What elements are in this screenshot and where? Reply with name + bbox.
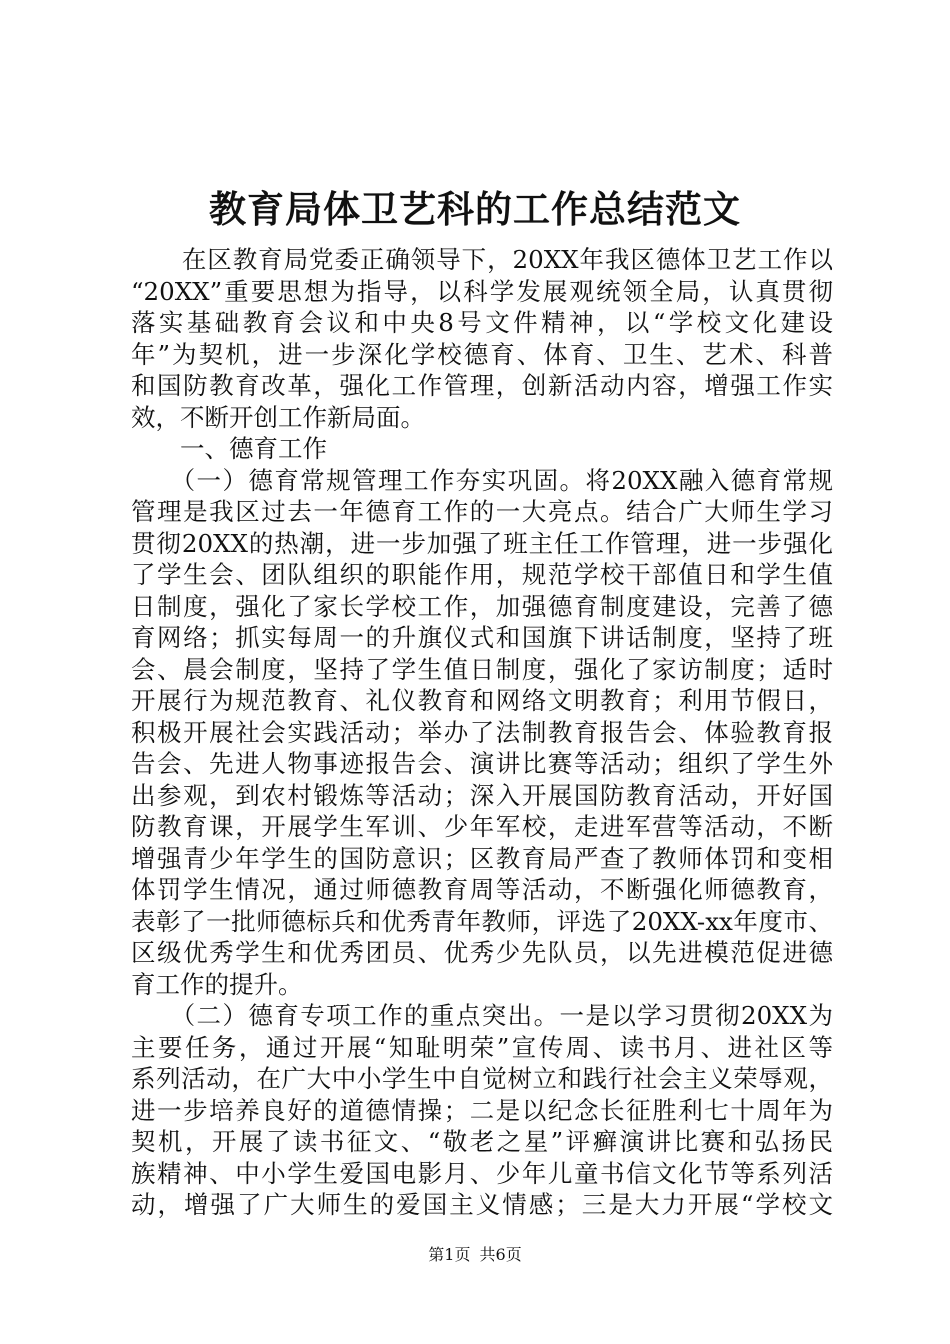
body-line: 表彰了一批师德标兵和优秀青年教师，评选了20XX-xx年度市、: [131, 906, 833, 936]
page-footer: [0, 1244, 950, 1266]
body-line: 年”为契机，进一步深化学校德育、体育、卫生、艺术、科普: [131, 339, 833, 369]
body-line: 会、晨会制度，坚持了学生值日制度，强化了家访制度；适时: [131, 654, 833, 684]
body-line: 主要任务，通过开展“知耻明荣”宣传周、读书月、进社区等: [131, 1032, 833, 1062]
body-line: 出参观，到农村锻炼等活动；深入开展国防教育活动，开好国: [131, 780, 833, 810]
body-line: 和国防教育改革，强化工作管理，创新活动内容，增强工作实: [131, 371, 833, 400]
page-number: 第1页: [428, 1245, 471, 1264]
body-line: 族精神、中小学生爱国电影月、少年儿童书信文化节等系列活: [131, 1158, 833, 1188]
body-line: 落实基础教育会议和中央8号文件精神，以“学校文化建设: [131, 308, 833, 337]
body-line: 育工作的提升。: [131, 969, 303, 999]
body-line: 区级优秀学生和优秀团员、优秀少先队员，以先进模范促进德: [131, 938, 833, 967]
body-line: 契机，开展了读书征文、“敬老之星”评癣演讲比赛和弘扬民: [131, 1127, 833, 1156]
body-line: （二）德育专项工作的重点突出。一是以学习贯彻20XX为: [131, 1001, 833, 1030]
body-line: “20XX”重要思想为指导，以科学发展观统领全局，认真贯彻: [131, 276, 833, 306]
body-line: 一、德育工作: [131, 434, 327, 463]
body-line: 积极开展社会实践活动；举办了法制教育报告会、体验教育报: [131, 717, 833, 747]
body-line: 体罚学生情况，通过师德教育周等活动，不断强化师德教育，: [131, 875, 833, 904]
document-body: [131, 244, 833, 1221]
body-line: 日制度，强化了家长学校工作，加强德育制度建设，完善了德: [131, 591, 833, 621]
document-title: 教育局体卫艺科的工作总结范文: [209, 187, 741, 231]
body-line: 管理是我区过去一年德育工作的一大亮点。结合广大师生学习: [131, 497, 833, 526]
body-line: 动，增强了广大师生的爱国主义情感；三是大力开展“学校文: [131, 1190, 833, 1219]
body-line: 增强青少年学生的国防意识；区教育局严查了教师体罚和变相: [131, 843, 833, 873]
body-line: 育网络；抓实每周一的升旗仪式和国旗下讲话制度，坚持了班: [131, 623, 833, 652]
body-line: 了学生会、团队组织的职能作用，规范学校干部值日和学生值: [131, 560, 833, 589]
page-total: 共6页: [479, 1245, 522, 1264]
body-line: 效，不断开创工作新局面。: [131, 402, 425, 432]
body-line: 防教育课，开展学生军训、少年军校，走进军营等活动，不断: [131, 812, 833, 841]
body-line: 进一步培养良好的道德情操；二是以纪念长征胜利七十周年为: [131, 1095, 833, 1125]
body-line: 告会、先进人物事迹报告会、演讲比赛等活动；组织了学生外: [131, 749, 833, 778]
body-line: 贯彻20XX的热潮，进一步加强了班主任工作管理，进一步强化: [131, 528, 833, 558]
body-line: 系列活动，在广大中小学生中自觉树立和践行社会主义荣辱观，: [131, 1064, 833, 1093]
body-line: 开展行为规范教育、礼仪教育和网络文明教育；利用节假日，: [131, 686, 833, 715]
body-line: 在区教育局党委正确领导下，20XX年我区德体卫艺工作以: [131, 245, 833, 274]
body-line: （一）德育常规管理工作夯实巩固。将20XX融入德育常规: [131, 465, 833, 495]
